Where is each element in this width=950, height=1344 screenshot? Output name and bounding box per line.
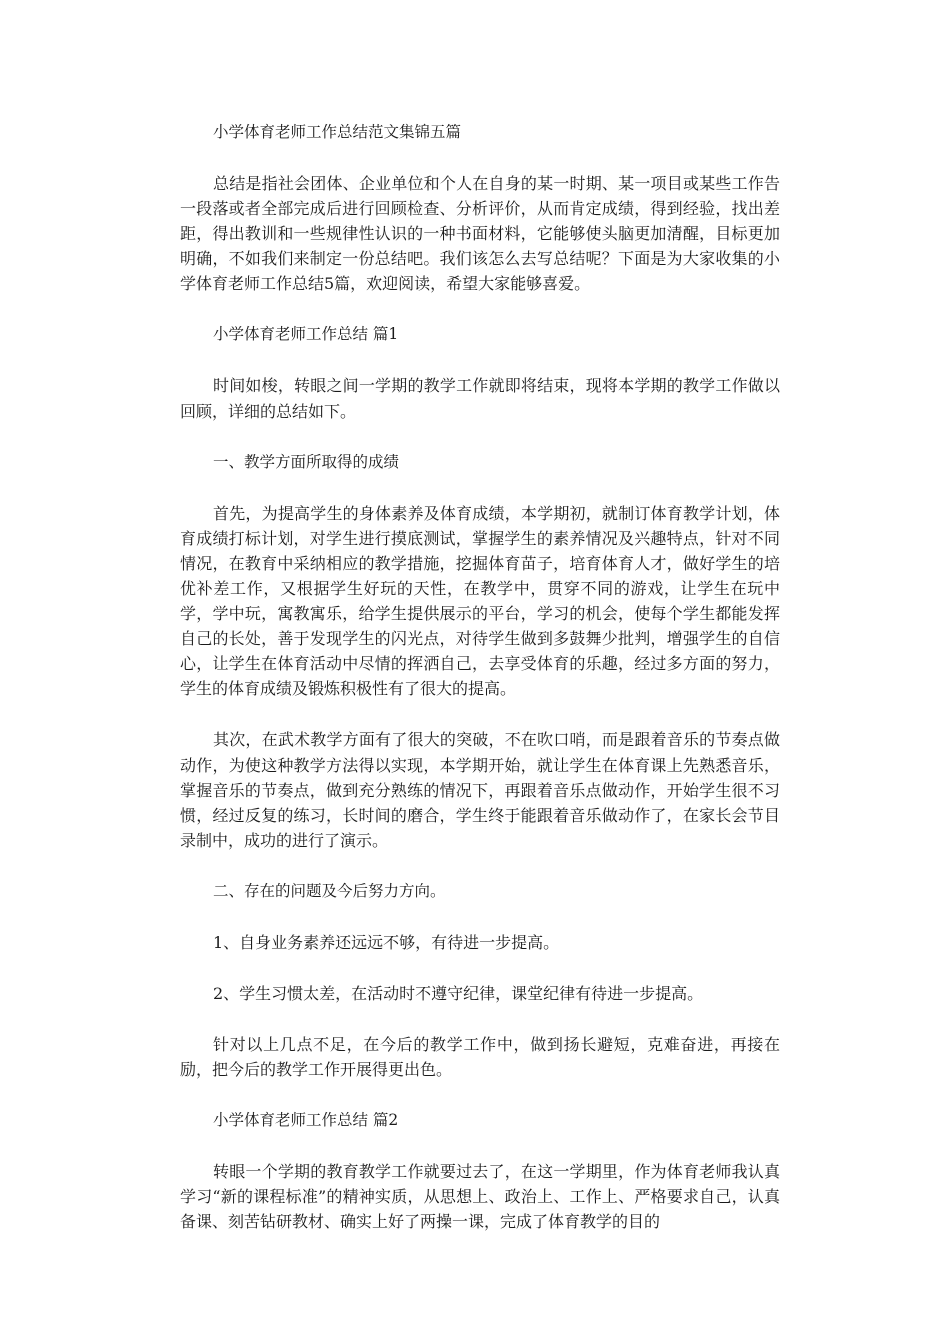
section-1-paragraph-2: 首先，为提高学生的身体素养及体育成绩，本学期初，就制订体育教学计划，体育成绩打标计划，对学生进行摸底测试，掌握学生的素养情况及兴趣特点，针对不同情况，在教育中采纳相应的教学措施，挖掘体育苗子，培育体育人才，做好学生的培优补差工作，又根据学生好玩的天性，在教学中，贯穿不同的游戏，让学生在玩中学，学中玩，寓教寓乐，给学生提供展示的平台，学习的机会，使每个学生都能发挥自己的长处，善于发现学生的闪光点，对待学生做到多鼓舞少批判，增强学生的自信心，让学生在体育活动中尽情的挥洒自己，去享受体育的乐趣，经过多方面的努力，学生的体育成绩及锻炼积极性有了很大的提高。 xyxy=(180,503,780,699)
section-1-title: 小学体育老师工作总结 篇1 xyxy=(213,325,399,344)
intro-paragraph: 总结是指社会团体、企业单位和个人在自身的某一时期、某一项目或某些工作告一段落或者全部完成后进行回顾检查、分析评价，从而肯定成绩，得到经验，找出差距，得出教训和一些规律性认识的一种书面材料，它能够使头脑更加清醒，目标更加明确，不如我们来制定一份总结吧。我们该怎么去写总结呢？下面是为大家收集的小学体育老师工作总结5篇，欢迎阅读，希望大家能够喜爱。 xyxy=(180,174,780,294)
section-2-title: 小学体育老师工作总结 篇2 xyxy=(213,1111,399,1130)
section-1-heading-problems: 二、存在的问题及今后努力方向。 xyxy=(213,881,446,900)
section-1-list-item-2: 2、学生习惯太差，在活动时不遵守纪律，课堂纪律有待进一步提高。 xyxy=(213,983,704,1003)
section-1-paragraph-4: 针对以上几点不足，在今后的教学工作中，做到扬长避短，克难奋进，再接在励，把今后的教学工作开展得更出色。 xyxy=(180,1035,780,1080)
document-body xyxy=(180,120,780,1235)
section-1-heading-achievements: 一、教学方面所取得的成绩 xyxy=(213,452,400,471)
section-1-paragraph-3: 其次，在武术教学方面有了很大的突破，不在吹口哨，而是跟着音乐的节奏点做动作，为使这种教学方法得以实现，本学期开始，就让学生在体育课上先熟悉音乐，掌握音乐的节奏点，做到充分熟练的情况下，再跟着音乐点做动作，开始学生很不习惯，经过反复的练习，长时间的磨合，学生终于能跟着音乐做动作了，在家长会节目录制中，成功的进行了演示。 xyxy=(180,730,780,850)
section-2-paragraph-1: 转眼一个学期的教育教学工作就要过去了，在这一学期里，作为体育老师我认真学习“新的课程标准”的精神实质，从思想上、政治上、工作上、严格要求自己，认真备课、刻苦钻研教材、确实上好了两操一课，完成了体育教学的目的 xyxy=(180,1162,780,1232)
section-1-list-item-1: 1、自身业务素养还远远不够，有待进一步提高。 xyxy=(213,932,560,952)
document-title: 小学体育老师工作总结范文集锦五篇 xyxy=(213,123,462,141)
section-1-paragraph-1: 时间如梭，转眼之间一学期的教学工作就即将结束，现将本学期的教学工作做以回顾，详细的总结如下。 xyxy=(180,376,780,421)
